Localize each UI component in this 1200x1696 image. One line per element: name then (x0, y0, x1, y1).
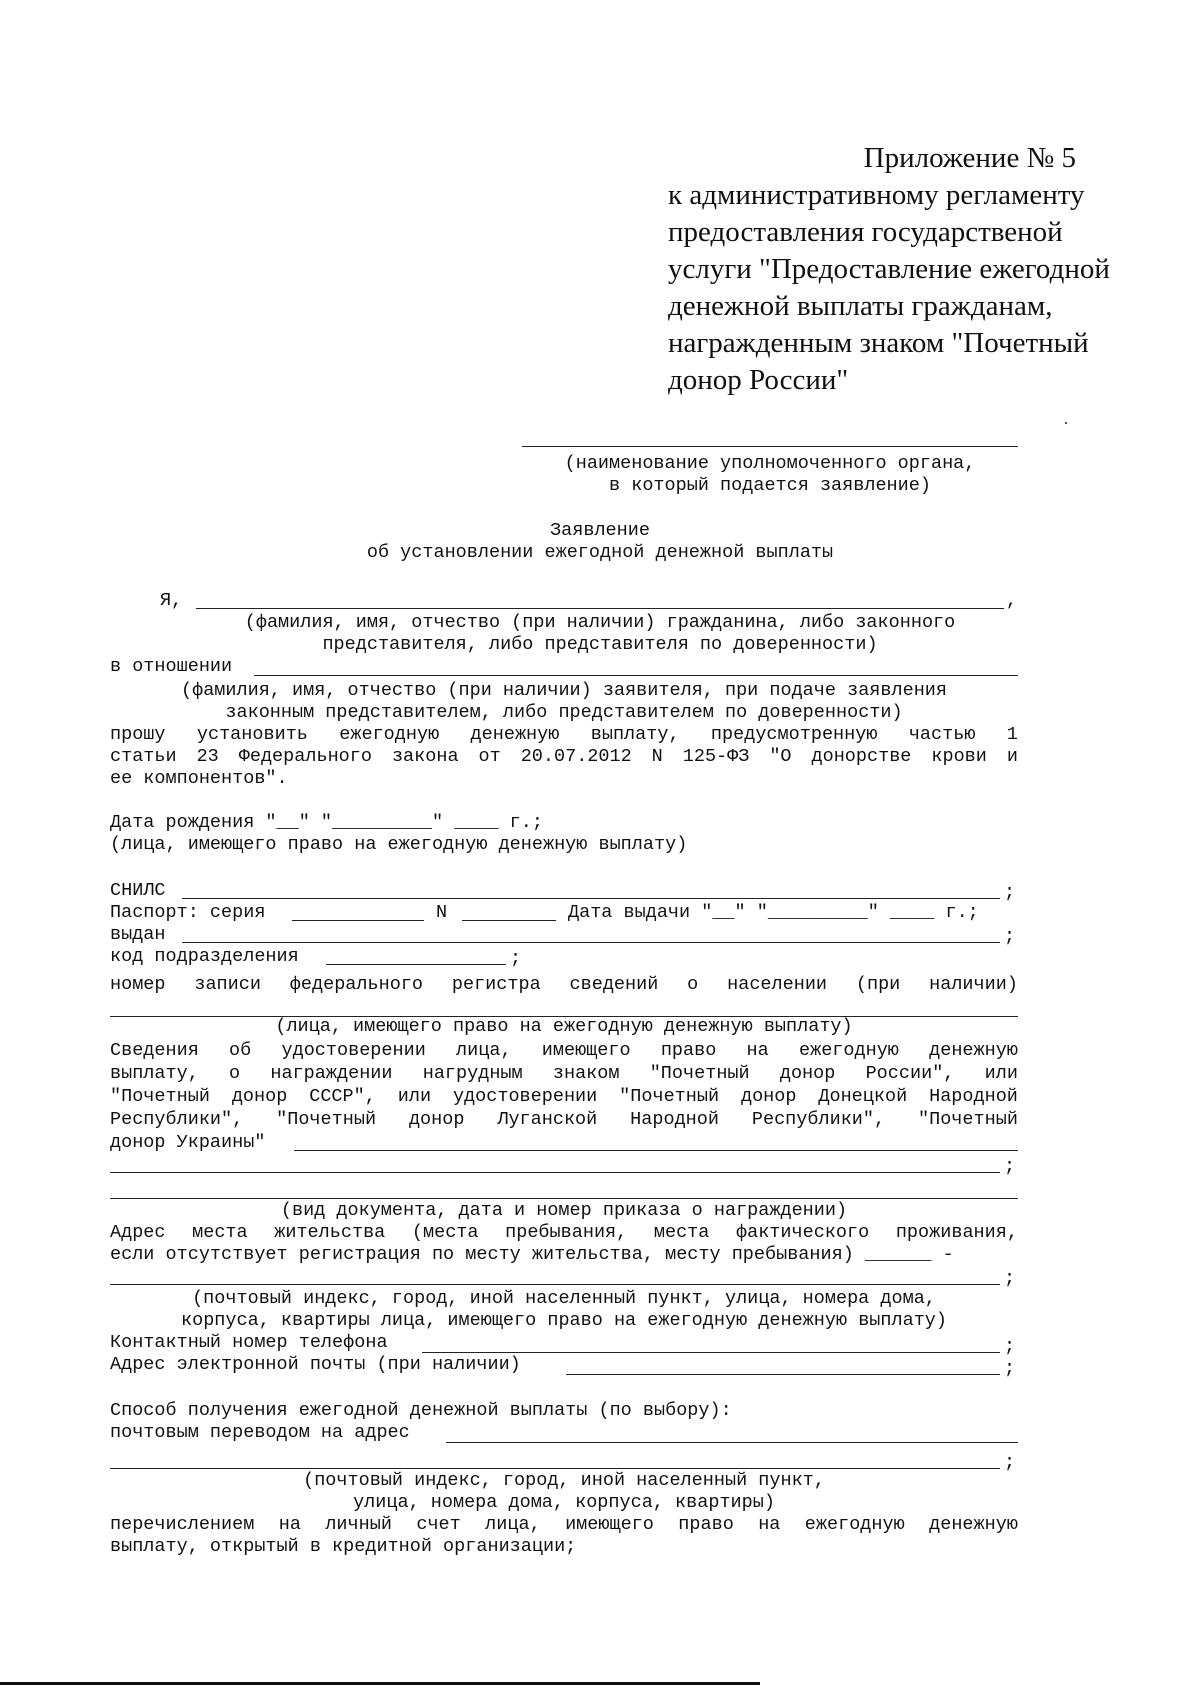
word: места (192, 1222, 248, 1243)
word: жительства (274, 1222, 386, 1243)
word: лица, (456, 1040, 512, 1061)
word: 20.07.2012 (520, 746, 632, 767)
word: нагрудным (422, 1063, 523, 1084)
regarding-name-line[interactable] (254, 675, 1018, 676)
passport-caption: (лица, имеющего право на ежегодную денежную выплату) (275, 1016, 853, 1037)
word: Республики", (751, 1109, 886, 1130)
word: "Почетный (110, 1086, 210, 1107)
word: или (397, 1086, 432, 1107)
appendix-line-4: услуги "Предоставление ежегодной (668, 253, 1110, 285)
word: ежегодную (798, 1040, 899, 1061)
word: 125-ФЗ (682, 746, 750, 767)
word: право (678, 1514, 734, 1535)
word: СССР", (309, 1086, 376, 1107)
applicant-suffix: , (1006, 590, 1018, 611)
applicant-prefix: Я, (160, 590, 183, 611)
word: "Почетный (276, 1109, 377, 1130)
word: на (746, 1040, 769, 1061)
passport-series-line[interactable] (292, 920, 424, 921)
word: знаком (552, 1063, 620, 1084)
word: фактического (735, 1222, 870, 1243)
certificate-semicolon: ; (1004, 1156, 1016, 1177)
address-caption-2: корпуса, квартиры лица, имеющего право на ежегодную денежную выплату) (180, 1310, 948, 1331)
word: Донецкой (818, 1086, 908, 1107)
regarding-label: в отношении (110, 656, 233, 677)
appendix-line-1: Приложение № 5 (863, 142, 1076, 174)
word: крови (931, 746, 987, 767)
word: об (229, 1040, 252, 1061)
email-field-line[interactable] (566, 1374, 1000, 1375)
word: прошу (110, 724, 166, 745)
passport-number-label: N (436, 902, 448, 923)
passport-issue-date-field[interactable]: Дата выдачи "__" "_________" ____ г.; (568, 902, 979, 923)
word: Народной (929, 1086, 1018, 1107)
word: "О (769, 746, 792, 767)
issued-by-semicolon: ; (1004, 926, 1016, 947)
snils-semicolon: ; (1004, 882, 1016, 903)
postal-caption-2: улица, номера дома, корпуса, квартиры) (353, 1492, 775, 1513)
authority-field-line[interactable] (522, 446, 1018, 447)
word: 23 (196, 746, 219, 767)
passport-number-line[interactable] (462, 920, 556, 921)
word: на (758, 1514, 781, 1535)
division-code-line[interactable] (326, 964, 506, 965)
word: Сведения (110, 1040, 199, 1061)
appendix-line-3: предоставления государственой (668, 216, 1063, 248)
address-line-1 (110, 1222, 1018, 1243)
word: "Почетный (649, 1063, 750, 1084)
word: выплату, (110, 1063, 199, 1084)
bank-transfer-line-2: выплату, открытый в кредитной организации; (110, 1536, 577, 1557)
postal-caption-1: (почтовый индекс, город, иной населенный пункт, (303, 1470, 825, 1491)
certificate-line-3 (110, 1086, 1018, 1107)
word: лица, (485, 1514, 541, 1535)
appendix-line-7: донор России" (668, 364, 849, 396)
postal-address-line-1[interactable] (446, 1442, 1018, 1443)
request-line-1 (110, 724, 1018, 745)
phone-semicolon: ; (1004, 1336, 1016, 1357)
word: донорстве (811, 746, 912, 767)
word: установить (196, 724, 308, 745)
word: выплату, (590, 724, 680, 745)
word: (места (411, 1222, 479, 1243)
word: сведений (569, 974, 659, 995)
applicant-caption-2: представителя, либо представителя по доверенности) (322, 634, 878, 655)
word: записи (194, 974, 261, 995)
word: России", (865, 1063, 955, 1084)
word: денежную (929, 1040, 1018, 1061)
passport-series-label: Паспорт: серия (110, 902, 266, 923)
scan-speck (1065, 422, 1067, 424)
appendix-line-5: денежной выплаты гражданам, (668, 290, 1053, 322)
word: имеющего (541, 1040, 631, 1061)
division-code-label: код подразделения (110, 946, 299, 967)
word: ежегодную (804, 1514, 905, 1535)
division-code-semicolon: ; (510, 948, 522, 969)
registry-number-label (110, 974, 1018, 995)
word: донор (779, 1063, 836, 1084)
word: личный (325, 1514, 392, 1535)
word: наличии) (929, 974, 1018, 995)
word: места (653, 1222, 710, 1243)
word: счет (416, 1514, 461, 1535)
email-semicolon: ; (1004, 1358, 1016, 1379)
word: регистра (451, 974, 541, 995)
address-semicolon: ; (1004, 1268, 1016, 1289)
word: перечислением (110, 1514, 255, 1535)
regarding-caption-2: законным представителем, либо представителем по доверенности) (225, 702, 903, 723)
word: N (651, 746, 663, 767)
word: "Почетный (918, 1109, 1018, 1130)
word: ежегодную (339, 724, 440, 745)
word: о (229, 1063, 241, 1084)
word: награждении (270, 1063, 393, 1084)
word: денежную (470, 724, 560, 745)
certificate-field-line-3[interactable] (110, 1198, 1018, 1199)
authority-caption-1: (наименование уполномоченного органа, (564, 453, 976, 474)
word: удостоверении (281, 1040, 426, 1061)
request-line-3: ее компонентов". (110, 768, 288, 789)
word: федерального (289, 974, 424, 995)
appendix-line-2: к административному регламенту (668, 179, 1085, 211)
authority-caption-2: в который подается заявление) (609, 475, 931, 496)
address-caption-1: (почтовый индекс, город, иной населенный пункт, улица, номера дома, (192, 1288, 936, 1309)
word: проживания, (895, 1222, 1018, 1243)
payment-heading: Способ получения ежегодной денежной выплаты (по выбору): (110, 1400, 732, 1421)
word: донор (740, 1086, 797, 1107)
snils-label: СНИЛС (110, 880, 166, 901)
word: Федерального (238, 746, 372, 767)
applicant-name-line[interactable] (196, 608, 1004, 609)
email-label: Адрес электронной почты (при наличии) (110, 1354, 521, 1375)
word: Адрес (110, 1222, 166, 1243)
snils-field-line[interactable] (182, 898, 1000, 899)
postal-address-line-2[interactable] (110, 1468, 1000, 1469)
certificate-line-2 (110, 1063, 1018, 1084)
word: Республики", (110, 1109, 244, 1130)
applicant-caption-1: (фамилия, имя, отчество (при наличии) гражданина, либо законного (244, 612, 956, 633)
form-title: Заявление (550, 520, 650, 541)
appendix-line-6: награжденным знаком "Почетный (668, 327, 1089, 359)
certificate-line-4 (110, 1109, 1018, 1130)
postal-transfer-label[interactable]: почтовым переводом на адрес (110, 1422, 410, 1443)
address-field-line[interactable] (110, 1284, 1000, 1285)
birth-date-field[interactable]: Дата рождения "__" "_________" ____ г.; (110, 812, 543, 833)
word: 1 (1006, 724, 1018, 745)
word: статьи (110, 746, 177, 767)
request-line-2 (110, 746, 1018, 767)
form-subtitle: об установлении ежегодной денежной выплаты (366, 542, 834, 563)
word: пребывания, (505, 1222, 628, 1243)
word: Народной (630, 1109, 719, 1130)
word: Луганской (497, 1109, 598, 1130)
page-bottom-border (0, 1682, 760, 1685)
word: донор (408, 1109, 465, 1130)
word: право (660, 1040, 717, 1061)
word: частью (908, 724, 976, 745)
word: удостоверении (452, 1086, 598, 1107)
passport-issued-by-label: выдан (110, 924, 166, 945)
word: населении (727, 974, 828, 995)
birth-date-caption: (лица, имеющего право на ежегодную денежную выплату) (110, 834, 688, 855)
word: "Почетный (619, 1086, 720, 1107)
certificate-caption: (вид документа, дата и номер приказа о награждении) (280, 1200, 848, 1221)
word: (при (855, 974, 901, 995)
word: номер (110, 974, 166, 995)
postal-semicolon: ; (1004, 1452, 1016, 1473)
passport-issued-by-line[interactable] (182, 942, 1000, 943)
word: и (1006, 746, 1018, 767)
bank-transfer-option[interactable] (110, 1514, 1018, 1535)
regarding-caption-1: (фамилия, имя, отчество (при наличии) заявителя, при подаче заявления (180, 680, 948, 701)
certificate-field-line-2[interactable] (110, 1172, 1000, 1173)
word: предусмотренную (710, 724, 878, 745)
word: о (687, 974, 699, 995)
address-line-2: если отсутствует регистрация по месту жительства, месту пребывания) ______ - (110, 1244, 954, 1265)
certificate-line-1 (110, 1040, 1018, 1061)
word: денежную (929, 1514, 1018, 1535)
phone-label: Контактный номер телефона (110, 1332, 388, 1353)
word: на (278, 1514, 301, 1535)
phone-field-line[interactable] (422, 1352, 1000, 1353)
word: закона (391, 746, 459, 767)
word: от (478, 746, 501, 767)
word: имеющего (565, 1514, 654, 1535)
appendix-header (668, 140, 1108, 399)
certificate-line-5: донор Украины" (110, 1132, 266, 1153)
certificate-field-line-1[interactable] (294, 1150, 1018, 1151)
word: или (984, 1063, 1018, 1084)
word: донор (231, 1086, 288, 1107)
